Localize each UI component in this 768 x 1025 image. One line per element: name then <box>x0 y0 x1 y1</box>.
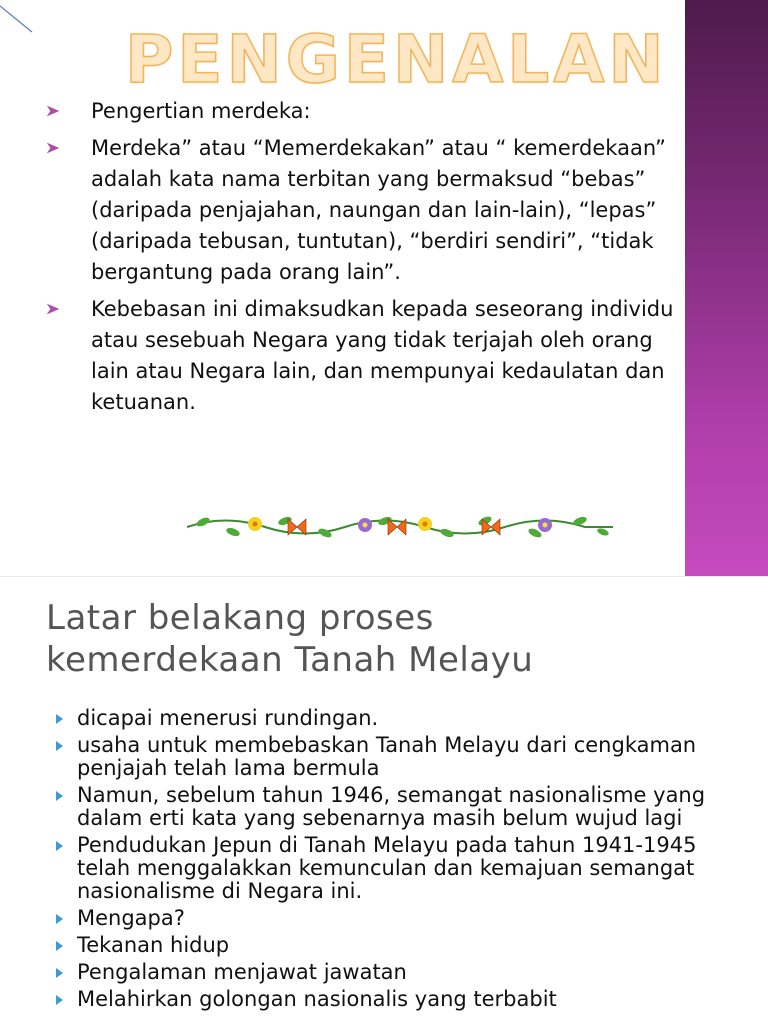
list-item <box>56 988 756 1011</box>
slide-latar-belakang <box>0 576 768 1025</box>
list-item-text: Melahirkan golongan nasionalis yang terbabit <box>77 987 557 1011</box>
triangle-bullet-icon <box>56 941 63 951</box>
list-item-text: Mengapa? <box>77 906 185 930</box>
background-bullet-list <box>56 707 756 1015</box>
list-item <box>56 707 756 730</box>
list-item <box>56 934 756 957</box>
floral-divider-icon <box>185 510 615 544</box>
triangle-bullet-icon <box>56 714 63 724</box>
list-item-text: Namun, sebelum tahun 1946, semangat nasionalisme yang dalam erti kata yang sebenarnya masih belum wujud lagi <box>77 783 706 830</box>
triangle-bullet-icon <box>56 914 63 924</box>
list-item <box>45 133 675 288</box>
slide-title-line: kemerdekaan Tanah Melayu <box>46 640 534 680</box>
list-item-text: Merdeka” atau “Memerdekakan” atau “ kemerdekaan” adalah kata nama terbitan yang bermaksud “bebas” (daripada penjajahan, naungan dan lain-lain), “lepas” (daripada tebusan, tuntutan), “berdiri sendiri”, “tidak bergantung pada orang lain”. <box>91 136 666 284</box>
triangle-bullet-icon <box>56 995 63 1005</box>
slide-title: PENGENALAN <box>125 21 668 98</box>
list-item <box>45 294 675 418</box>
list-item <box>56 784 756 830</box>
triangle-bullet-icon <box>56 791 63 801</box>
triangle-bullet-icon <box>56 741 63 751</box>
list-item-text: Kebebasan ini dimaksudkan kepada seseorang individu atau sesebuah Negara yang tidak terjajah oleh orang lain atau Negara lain, dan mempunyai kedaulatan dan ketuanan. <box>91 297 674 414</box>
intro-bullet-list <box>45 96 675 424</box>
list-item-text: Pengertian merdeka: <box>91 99 311 123</box>
arrow-bullet-icon <box>45 96 65 127</box>
list-item-text: dicapai menerusi rundingan. <box>77 706 379 730</box>
arrow-bullet-icon <box>45 294 65 325</box>
list-item <box>45 96 675 127</box>
corner-decoration-line <box>0 0 40 40</box>
list-item-text: Pengalaman menjawat jawatan <box>77 960 407 984</box>
triangle-bullet-icon <box>56 968 63 978</box>
list-item <box>56 834 756 903</box>
list-item-text: usaha untuk membebaskan Tanah Melayu dari cengkaman penjajah telah lama bermula <box>77 733 697 780</box>
slide-title-line: Latar belakang proses <box>46 598 434 638</box>
list-item <box>56 961 756 984</box>
triangle-bullet-icon <box>56 841 63 851</box>
list-item <box>56 907 756 930</box>
list-item <box>56 734 756 780</box>
arrow-bullet-icon <box>45 133 65 164</box>
decorative-side-band <box>685 0 768 576</box>
list-item-text: Tekanan hidup <box>77 933 230 957</box>
slide-title <box>46 597 736 681</box>
list-item-text: Pendudukan Jepun di Tanah Melayu pada tahun 1941-1945 telah menggalakkan kemunculan dan kemajuan semangat nasionalisme di Negara ini. <box>77 833 697 903</box>
